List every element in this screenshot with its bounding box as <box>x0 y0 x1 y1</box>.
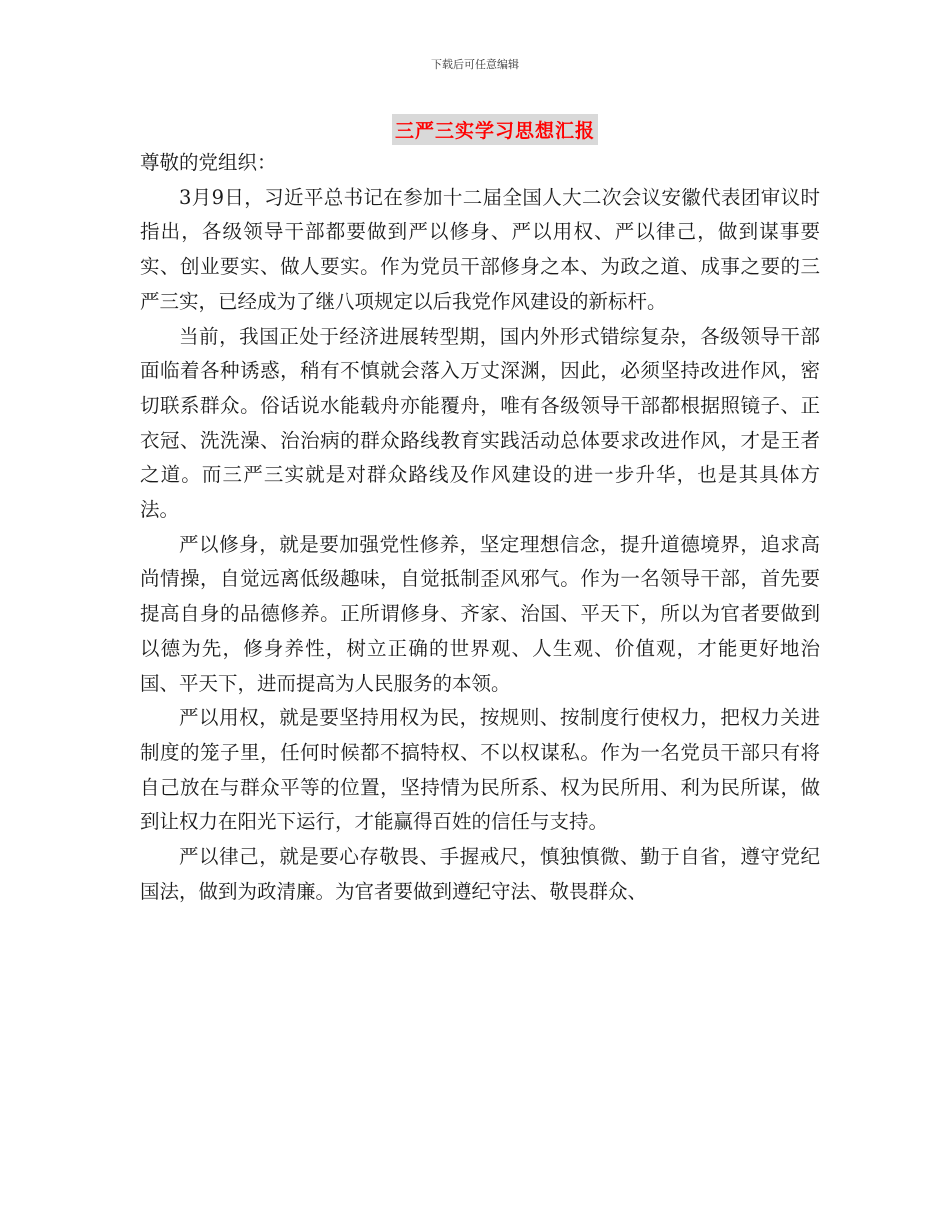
header-note: 下载后可任意编辑 <box>431 58 519 71</box>
document-title: 三严三实学习思想汇报 <box>392 114 598 145</box>
paragraph-5: 严以律己，就是要心存敬畏、手握戒尺，慎独慎微、勤于自省，遵守党纪国法，做到为政清廉。为官者要做到遵纪守法、敬畏群众、 <box>140 845 820 903</box>
document-body <box>140 146 820 909</box>
paragraph-4: 严以用权，就是要坚持用权为民，按规则、按制度行使权力，把权力关进制度的笼子里，任何时候都不搞特权、不以权谋私。作为一名党员干部只有将自己放在与群众平等的位置，坚持情为民所系、权为民所用、利为民所谋，做到让权力在阳光下运行，才能赢得百姓的信任与支持。 <box>140 706 820 834</box>
title-wrap <box>0 114 950 145</box>
salutation: 尊敬的党组织： <box>140 151 277 174</box>
paragraph-2: 当前，我国正处于经济进展转型期，国内外形式错综复杂，各级领导干部面临着各种诱惑，稍有不慎就会落入万丈深渊，因此，必须坚持改进作风，密切联系群众。俗话说水能载舟亦能覆舟，唯有各级领导干部都根据照镜子、正衣冠、洗洗澡、治治病的群众路线教育实践活动总体要求改进作风，才是王者之道。而三严三实就是对群众路线及作风建设的进一步升华，也是其具体方法。 <box>140 324 820 522</box>
paragraph-3: 严以修身，就是要加强党性修养，坚定理想信念，提升道德境界，追求高尚情操，自觉远离低级趣味，自觉抵制歪风邪气。作为一名领导干部，首先要提高自身的品德修养。正所谓修身、齐家、治国、平天下，所以为官者要做到以德为先，修身养性，树立正确的世界观、人生观、价值观，才能更好地治国、平天下，进而提高为人民服务的本领。 <box>140 532 820 695</box>
paragraph-1: 3月9日，习近平总书记在参加十二届全国人大二次会议安徽代表团审议时指出，各级领导干部都要做到严以修身、严以用权、严以律己，做到谋事要实、创业要实、做人要实。作为党员干部修身之本、为政之道、成事之要的三严三实，已经成为了继八项规定以后我党作风建设的新标杆。 <box>140 185 820 313</box>
